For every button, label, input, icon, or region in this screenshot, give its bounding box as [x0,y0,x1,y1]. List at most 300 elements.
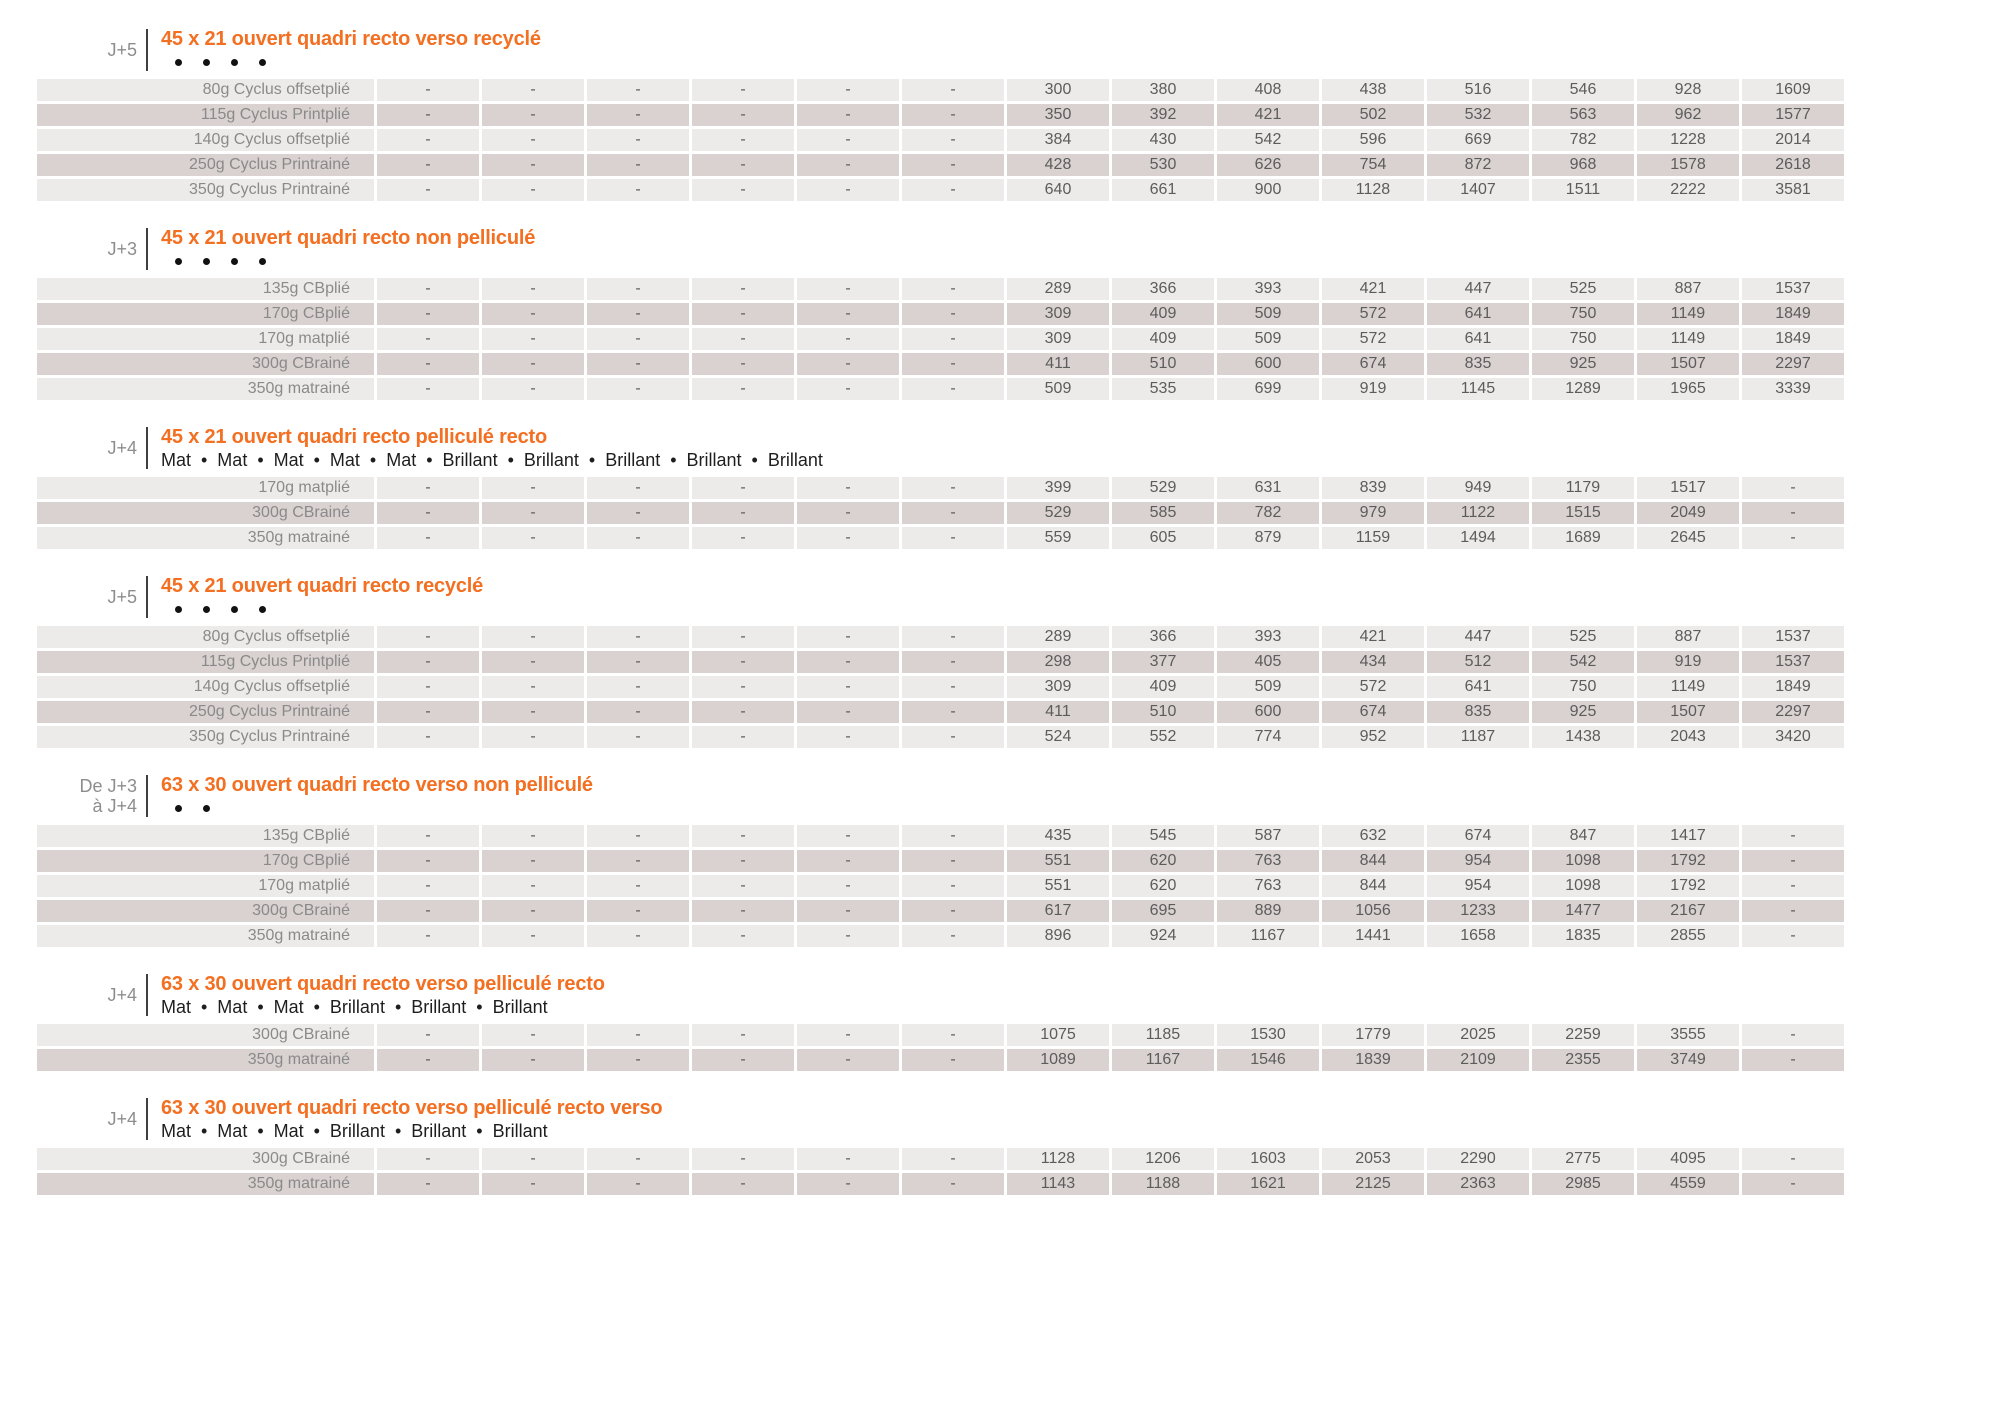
price-section [37,773,2000,947]
empty-price-cell: - [587,303,689,325]
table-row [37,676,2000,698]
table-row [37,378,2000,400]
empty-price-cell: - [482,328,584,350]
price-cell: 289 [1007,626,1109,648]
price-cell: 393 [1217,626,1319,648]
price-cell: 559 [1007,527,1109,549]
empty-price-cell: - [377,1173,479,1195]
empty-price-cell: - [692,79,794,101]
price-cell: 408 [1217,79,1319,101]
price-cell: 1965 [1637,378,1739,400]
price-cell: 409 [1112,328,1214,350]
table-row [37,328,2000,350]
empty-price-cell: - [797,651,899,673]
price-cell: 925 [1532,701,1634,723]
table-row [37,626,2000,648]
price-cell: 2290 [1427,1148,1529,1170]
tier-dot [203,606,210,613]
empty-price-cell: - [587,378,689,400]
price-cell: 600 [1217,353,1319,375]
empty-price-cell: - [482,900,584,922]
empty-price-cell: - [797,676,899,698]
empty-price-cell: - [377,378,479,400]
empty-price-cell: - [377,527,479,549]
price-cell: 1609 [1742,79,1844,101]
price-cell: 393 [1217,278,1319,300]
lead-time-line: J+4 [107,1109,137,1129]
empty-price-cell: - [482,825,584,847]
lead-time-label [37,574,137,620]
price-cell: 1546 [1217,1049,1319,1071]
price-cell: 309 [1007,328,1109,350]
empty-price-cell: - [692,502,794,524]
paper-label: 350g Cyclus Printrainé [37,179,374,201]
tier-dots [161,51,541,73]
empty-price-cell: - [692,626,794,648]
empty-price-cell: - [1742,825,1844,847]
empty-price-cell: - [587,875,689,897]
paper-label: 170g CBplié [37,850,374,872]
empty-price-cell: - [692,925,794,947]
empty-price-cell: - [797,626,899,648]
price-cell: 510 [1112,701,1214,723]
price-cell: 674 [1427,825,1529,847]
empty-price-cell: - [1742,477,1844,499]
price-cell: 289 [1007,278,1109,300]
empty-price-cell: - [902,527,1004,549]
price-cell: 1792 [1637,850,1739,872]
price-cell: 1603 [1217,1148,1319,1170]
price-cell: 516 [1427,79,1529,101]
empty-price-cell: - [587,726,689,748]
price-cell: 1578 [1637,154,1739,176]
price-cell: 542 [1532,651,1634,673]
empty-price-cell: - [797,900,899,922]
price-cell: 532 [1427,104,1529,126]
empty-price-cell: - [902,129,1004,151]
price-cell: 919 [1637,651,1739,673]
price-cell: 1289 [1532,378,1634,400]
price-section [37,574,2000,748]
price-cell: 2025 [1427,1024,1529,1046]
price-cell: 750 [1532,328,1634,350]
empty-price-cell: - [482,179,584,201]
empty-price-cell: - [587,850,689,872]
table-row [37,1024,2000,1046]
paper-label: 350g matrainé [37,925,374,947]
price-cell: 695 [1112,900,1214,922]
empty-price-cell: - [797,1148,899,1170]
empty-price-cell: - [797,1049,899,1071]
empty-price-cell: - [377,278,479,300]
empty-price-cell: - [797,726,899,748]
price-cell: 1098 [1532,850,1634,872]
price-cell: 2125 [1322,1173,1424,1195]
empty-price-cell: - [692,278,794,300]
table-row [37,179,2000,201]
empty-price-cell: - [1742,527,1844,549]
price-cell: 782 [1532,129,1634,151]
empty-price-cell: - [482,104,584,126]
section-title: 45 x 21 ouvert quadri recto recyclé [161,575,484,597]
empty-price-cell: - [692,378,794,400]
price-cell: 1206 [1112,1148,1214,1170]
empty-price-cell: - [902,726,1004,748]
section-title-block [161,27,541,73]
empty-price-cell: - [482,477,584,499]
tier-dot [231,258,238,265]
empty-price-cell: - [692,527,794,549]
empty-price-cell: - [902,875,1004,897]
paper-label: 300g CBrainé [37,502,374,524]
empty-price-cell: - [482,651,584,673]
tier-dot [203,805,210,812]
empty-price-cell: - [587,328,689,350]
price-cell: 2109 [1427,1049,1529,1071]
empty-price-cell: - [377,651,479,673]
price-cell: 512 [1427,651,1529,673]
price-section [37,226,2000,400]
empty-price-cell: - [902,825,1004,847]
price-cell: 1145 [1427,378,1529,400]
price-cell: 962 [1637,104,1739,126]
price-cell: 928 [1637,79,1739,101]
section-header [37,972,2000,1018]
price-cell: 1167 [1112,1049,1214,1071]
section-header [37,574,2000,620]
price-cell: 952 [1322,726,1424,748]
price-cell: 872 [1427,154,1529,176]
paper-label: 170g matplié [37,328,374,350]
price-cell: 1185 [1112,1024,1214,1046]
price-cell: 1835 [1532,925,1634,947]
empty-price-cell: - [587,79,689,101]
price-cell: 1792 [1637,875,1739,897]
price-cell: 510 [1112,353,1214,375]
section-title: 63 x 30 ouvert quadri recto verso pelliculé recto verso [161,1097,663,1119]
empty-price-cell: - [1742,900,1844,922]
empty-price-cell: - [692,825,794,847]
empty-price-cell: - [692,651,794,673]
section-title: 63 x 30 ouvert quadri recto verso non pelliculé [161,774,593,796]
table-row [37,825,2000,847]
empty-price-cell: - [692,328,794,350]
table-row [37,79,2000,101]
section-rows [37,825,2000,947]
empty-price-cell: - [797,875,899,897]
empty-price-cell: - [902,1024,1004,1046]
price-cell: 954 [1427,850,1529,872]
empty-price-cell: - [902,925,1004,947]
empty-price-cell: - [902,1049,1004,1071]
price-cell: 626 [1217,154,1319,176]
paper-label: 300g CBrainé [37,1148,374,1170]
table-row [37,651,2000,673]
price-cell: 4095 [1637,1148,1739,1170]
price-cell: 309 [1007,303,1109,325]
price-cell: 640 [1007,179,1109,201]
price-cell: 3749 [1637,1049,1739,1071]
empty-price-cell: - [482,79,584,101]
price-cell: 887 [1637,626,1739,648]
price-cell: 572 [1322,328,1424,350]
empty-price-cell: - [1742,1173,1844,1195]
section-rows [37,79,2000,201]
price-cell: 1537 [1742,278,1844,300]
price-cell: 552 [1112,726,1214,748]
price-cell: 641 [1427,303,1529,325]
price-cell: 1849 [1742,303,1844,325]
empty-price-cell: - [377,676,479,698]
empty-price-cell: - [482,502,584,524]
empty-price-cell: - [587,825,689,847]
empty-price-cell: - [692,154,794,176]
empty-price-cell: - [797,129,899,151]
empty-price-cell: - [587,477,689,499]
empty-price-cell: - [902,676,1004,698]
empty-price-cell: - [902,850,1004,872]
empty-price-cell: - [587,353,689,375]
price-cell: 1149 [1637,303,1739,325]
table-row [37,527,2000,549]
price-cell: 750 [1532,676,1634,698]
empty-price-cell: - [797,303,899,325]
empty-price-cell: - [902,79,1004,101]
empty-price-cell: - [377,825,479,847]
section-title-block [161,425,823,471]
paper-label: 140g Cyclus offsetplié [37,676,374,698]
paper-label: 350g matrainé [37,378,374,400]
section-header [37,773,2000,819]
paper-label: 350g matrainé [37,527,374,549]
empty-price-cell: - [377,303,479,325]
price-cell: 763 [1217,875,1319,897]
price-cell: 1233 [1427,900,1529,922]
price-cell: 674 [1322,353,1424,375]
price-cell: 2043 [1637,726,1739,748]
price-cell: 1089 [1007,1049,1109,1071]
price-cell: 447 [1427,278,1529,300]
table-row [37,1148,2000,1170]
price-cell: 1128 [1007,1148,1109,1170]
price-cell: 430 [1112,129,1214,151]
price-cell: 421 [1217,104,1319,126]
price-cell: 782 [1217,502,1319,524]
price-cell: 661 [1112,179,1214,201]
price-cell: 409 [1112,303,1214,325]
empty-price-cell: - [797,79,899,101]
empty-price-cell: - [797,1024,899,1046]
empty-price-cell: - [377,353,479,375]
price-cell: 587 [1217,825,1319,847]
header-divider [146,974,148,1016]
price-cell: 1417 [1637,825,1739,847]
price-cell: 1187 [1427,726,1529,748]
table-row [37,925,2000,947]
price-cell: 1228 [1637,129,1739,151]
section-header [37,1096,2000,1142]
empty-price-cell: - [482,154,584,176]
price-cell: 900 [1217,179,1319,201]
price-cell: 1149 [1637,328,1739,350]
table-row [37,353,2000,375]
price-section [37,1096,2000,1195]
lead-time-label [37,1096,137,1142]
price-cell: 1122 [1427,502,1529,524]
price-cell: 2053 [1322,1148,1424,1170]
lead-time-label [37,27,137,73]
empty-price-cell: - [377,1024,479,1046]
tier-dots [161,250,535,272]
price-cell: 1849 [1742,328,1844,350]
paper-label: 170g matplié [37,875,374,897]
empty-price-cell: - [587,900,689,922]
price-cell: 754 [1322,154,1424,176]
price-cell: 1056 [1322,900,1424,922]
price-cell: 409 [1112,676,1214,698]
table-row [37,129,2000,151]
price-cell: 438 [1322,79,1424,101]
price-cell: 421 [1322,278,1424,300]
price-cell: 1839 [1322,1049,1424,1071]
tier-dot [175,258,182,265]
price-cell: 525 [1532,278,1634,300]
empty-price-cell: - [482,129,584,151]
empty-price-cell: - [797,328,899,350]
price-cell: 699 [1217,378,1319,400]
empty-price-cell: - [797,825,899,847]
section-rows [37,626,2000,748]
empty-price-cell: - [902,477,1004,499]
empty-price-cell: - [377,129,479,151]
empty-price-cell: - [377,726,479,748]
empty-price-cell: - [377,1049,479,1071]
price-cell: 350 [1007,104,1109,126]
price-cell: 620 [1112,875,1214,897]
price-cell: 2355 [1532,1049,1634,1071]
section-title-block [161,773,593,819]
empty-price-cell: - [377,850,479,872]
price-cell: 919 [1322,378,1424,400]
price-cell: 1515 [1532,502,1634,524]
price-cell: 428 [1007,154,1109,176]
empty-price-cell: - [587,626,689,648]
empty-price-cell: - [377,328,479,350]
section-title-block [161,226,535,272]
price-section [37,425,2000,549]
empty-price-cell: - [1742,875,1844,897]
tier-dot [175,805,182,812]
price-cell: 1658 [1427,925,1529,947]
empty-price-cell: - [692,1049,794,1071]
price-cell: 309 [1007,676,1109,698]
price-cell: 551 [1007,850,1109,872]
paper-label: 300g CBrainé [37,353,374,375]
empty-price-cell: - [902,154,1004,176]
price-cell: 3420 [1742,726,1844,748]
empty-price-cell: - [902,651,1004,673]
empty-price-cell: - [797,850,899,872]
lead-time-line: J+4 [107,985,137,1005]
price-cell: 879 [1217,527,1319,549]
price-cell: 750 [1532,303,1634,325]
empty-price-cell: - [587,502,689,524]
price-cell: 3581 [1742,179,1844,201]
empty-price-cell: - [902,378,1004,400]
empty-price-cell: - [797,1173,899,1195]
tier-dot [231,606,238,613]
empty-price-cell: - [587,925,689,947]
empty-price-cell: - [482,378,584,400]
empty-price-cell: - [902,353,1004,375]
empty-price-cell: - [377,179,479,201]
empty-price-cell: - [587,154,689,176]
price-cell: 674 [1322,701,1424,723]
price-cell: 509 [1217,676,1319,698]
section-header [37,425,2000,471]
price-cell: 1441 [1322,925,1424,947]
price-cell: 844 [1322,875,1424,897]
empty-price-cell: - [1742,502,1844,524]
empty-price-cell: - [902,328,1004,350]
empty-price-cell: - [797,378,899,400]
empty-price-cell: - [902,179,1004,201]
empty-price-cell: - [377,900,479,922]
empty-price-cell: - [587,651,689,673]
empty-price-cell: - [902,278,1004,300]
empty-price-cell: - [482,527,584,549]
paper-label: 115g Cyclus Printplié [37,651,374,673]
empty-price-cell: - [587,104,689,126]
price-cell: 525 [1532,626,1634,648]
header-divider [146,29,148,71]
empty-price-cell: - [587,701,689,723]
finish-options: Mat • Mat • Mat • Brillant • Brillant • Brillant [161,1121,548,1141]
tier-dot [259,59,266,66]
header-divider [146,775,148,817]
table-row [37,278,2000,300]
price-cell: 979 [1322,502,1424,524]
price-cell: 1159 [1322,527,1424,549]
price-cell: 384 [1007,129,1109,151]
price-cell: 596 [1322,129,1424,151]
empty-price-cell: - [692,129,794,151]
price-cell: 377 [1112,651,1214,673]
price-cell: 2049 [1637,502,1739,524]
price-cell: 1494 [1427,527,1529,549]
price-cell: 617 [1007,900,1109,922]
section-rows [37,477,2000,549]
price-cell: 524 [1007,726,1109,748]
section-title: 63 x 30 ouvert quadri recto verso pelliculé recto [161,973,605,995]
price-cell: 447 [1427,626,1529,648]
empty-price-cell: - [482,726,584,748]
price-cell: 405 [1217,651,1319,673]
empty-price-cell: - [482,303,584,325]
price-cell: 3555 [1637,1024,1739,1046]
empty-price-cell: - [377,701,479,723]
empty-price-cell: - [377,502,479,524]
empty-price-cell: - [797,154,899,176]
empty-price-cell: - [797,278,899,300]
tier-dot [259,606,266,613]
paper-label: 80g Cyclus offsetplié [37,626,374,648]
empty-price-cell: - [587,179,689,201]
price-cell: 2645 [1637,527,1739,549]
lead-time-label [37,972,137,1018]
price-cell: 2222 [1637,179,1739,201]
paper-label: 170g matplié [37,477,374,499]
